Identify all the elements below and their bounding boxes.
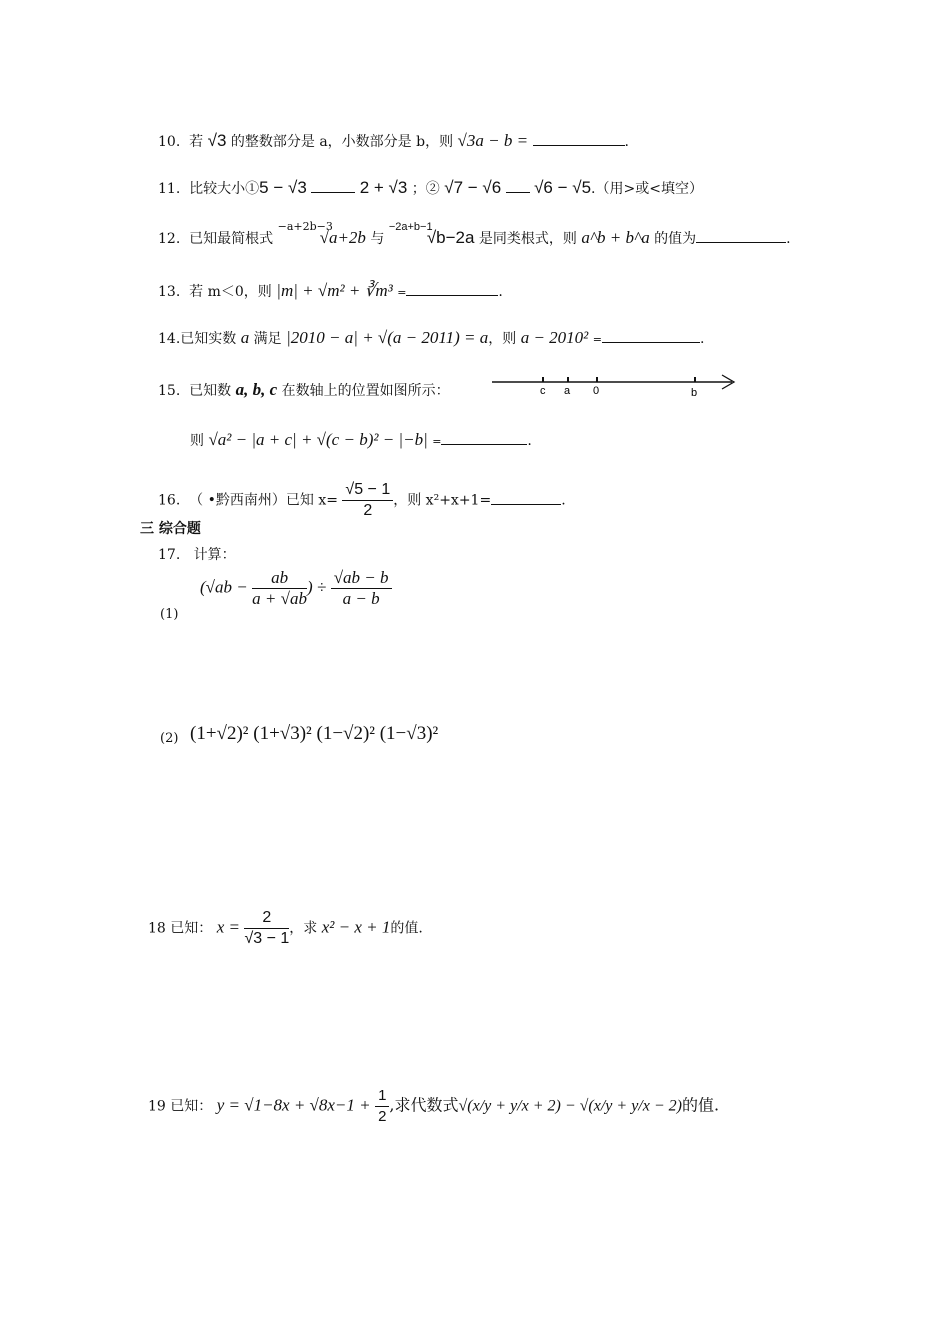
numerator: 2: [244, 908, 289, 929]
text: 的值为: [654, 231, 697, 247]
fraction: [331, 568, 392, 609]
math-expression: 2 + √3: [359, 178, 408, 197]
text: ，求: [289, 920, 318, 937]
part-2-expression: (1+√2)² (1+√3)² (1−√2)² (1−√3)²: [190, 723, 439, 744]
question-number: 15.: [158, 383, 181, 399]
text: 的整数部分是 a，小数部分是 b，则: [230, 134, 454, 150]
question-number: 11.: [158, 181, 181, 197]
numerator: √ab − b: [331, 568, 392, 589]
question-15: [158, 380, 450, 401]
period: .: [624, 134, 629, 150]
text: ，则: [488, 331, 517, 347]
math-expression: 5 − √3: [259, 178, 307, 197]
math-expression: √3a − b =: [457, 131, 529, 150]
part-2-label: (2): [160, 731, 179, 746]
math-sqrt3: √3: [207, 131, 227, 150]
label-a: a: [564, 385, 571, 397]
question-11: [158, 178, 703, 199]
text: 18 已知：: [148, 920, 213, 937]
text: 若: [189, 134, 204, 150]
text: 的值.: [681, 1095, 720, 1115]
section-heading: 三 综合题: [140, 521, 201, 537]
question-number: 10.: [158, 134, 181, 150]
label-b: b: [691, 387, 698, 399]
question-15-expression: [190, 430, 532, 452]
answer-blank[interactable]: [311, 178, 355, 193]
question-number: 14.: [158, 331, 181, 347]
math-expression: √(x/y + y/x + 2) − √(x/y + y/x − 2): [458, 1097, 682, 1115]
number-line: [490, 370, 738, 400]
text: 与: [370, 231, 385, 247]
period: .: [786, 231, 791, 247]
math-expression: y = √1−8x + √8x−1 +: [216, 1095, 371, 1115]
question-12: [158, 220, 791, 249]
period: .: [527, 433, 532, 449]
numerator: 1: [375, 1086, 389, 1107]
text: 已知数: [189, 383, 232, 399]
math-expression: √a² − |a + c| + √(c − b)² − |−b|: [208, 430, 428, 449]
part-1-expression: [200, 568, 392, 609]
answer-blank[interactable]: [491, 490, 561, 505]
label-c: c: [540, 385, 546, 397]
math-variable: a: [240, 328, 250, 347]
fraction: [342, 480, 393, 521]
numerator: ab: [252, 568, 307, 589]
denominator: √3 − 1: [244, 930, 290, 947]
text: 的值.: [390, 920, 423, 937]
question-13: [158, 281, 503, 303]
text: 是同类根式，则: [478, 231, 577, 247]
fraction: [244, 908, 289, 949]
numerator: √5 − 1: [342, 480, 393, 501]
denominator: a + √ab: [252, 589, 307, 608]
text: （ •黔西南州）已知 x=: [189, 492, 338, 509]
math-expression: √6 − √5: [534, 178, 592, 197]
equals: =: [397, 286, 407, 299]
math-expression: √7 − √6: [444, 178, 502, 197]
question-10: [158, 131, 629, 152]
math-expression: a^b + b^a: [581, 228, 650, 247]
fraction: [375, 1086, 389, 1127]
period: .: [561, 492, 566, 509]
period: .: [498, 284, 503, 300]
answer-blank[interactable]: [506, 178, 530, 193]
equals: =: [592, 333, 602, 346]
answer-blank[interactable]: [602, 328, 700, 343]
question-19: [148, 1086, 719, 1127]
math-radical: √a+2b: [319, 228, 366, 247]
equals: =: [432, 435, 442, 448]
question-16: [158, 480, 566, 521]
text: 19 已知：: [148, 1098, 213, 1115]
root-index: −2a+b−1: [388, 221, 433, 233]
text: ，则 x²+x+1=: [393, 492, 492, 509]
period: .: [699, 331, 705, 347]
math-text: x =: [216, 917, 240, 937]
denominator: 2: [363, 502, 373, 519]
text: ；②: [411, 181, 440, 197]
label-zero: 0: [593, 385, 600, 397]
fraction: [252, 568, 307, 609]
text: 已知实数: [180, 331, 237, 347]
question-14: [158, 328, 704, 350]
answer-blank[interactable]: [533, 131, 625, 146]
text: 则: [190, 433, 204, 449]
math-text: (√ab −: [200, 577, 248, 597]
answer-blank[interactable]: [406, 281, 498, 296]
text: 比较大小①: [189, 181, 260, 197]
question-number: 13.: [158, 284, 181, 300]
part-1-label: (1): [160, 607, 179, 622]
question-number: 12.: [158, 231, 181, 247]
denominator: a − b: [342, 589, 380, 608]
math-variables: a, b, c: [235, 380, 278, 399]
denominator: 2: [378, 1108, 387, 1125]
answer-blank[interactable]: [696, 228, 786, 243]
math-radical: √b−2a: [426, 228, 475, 247]
math-expression: a − 2010²: [520, 328, 589, 347]
math-expression: x² − x + 1: [321, 917, 391, 937]
text: ,求代数式: [389, 1095, 459, 1115]
text: 计算：: [193, 547, 236, 563]
math-expression: |2010 − a| + √(a − 2011) = a: [286, 328, 489, 347]
question-number: 17.: [158, 547, 181, 563]
root-index: −a+2b−3: [277, 220, 333, 233]
text: 满足: [253, 331, 282, 347]
question-18: [148, 908, 423, 949]
text: 在数轴上的位置如图所示：: [281, 383, 450, 399]
text: 若 m＜0，则: [189, 284, 272, 300]
answer-blank[interactable]: [441, 430, 527, 445]
question-number: 16.: [158, 492, 181, 509]
question-17: [158, 545, 236, 565]
math-expression: |m| + √m² + ∛m³: [276, 281, 393, 300]
math-text: ) ÷: [306, 577, 327, 597]
text: 已知最简根式: [189, 231, 274, 247]
text: .（用>或<填空）: [591, 181, 703, 197]
